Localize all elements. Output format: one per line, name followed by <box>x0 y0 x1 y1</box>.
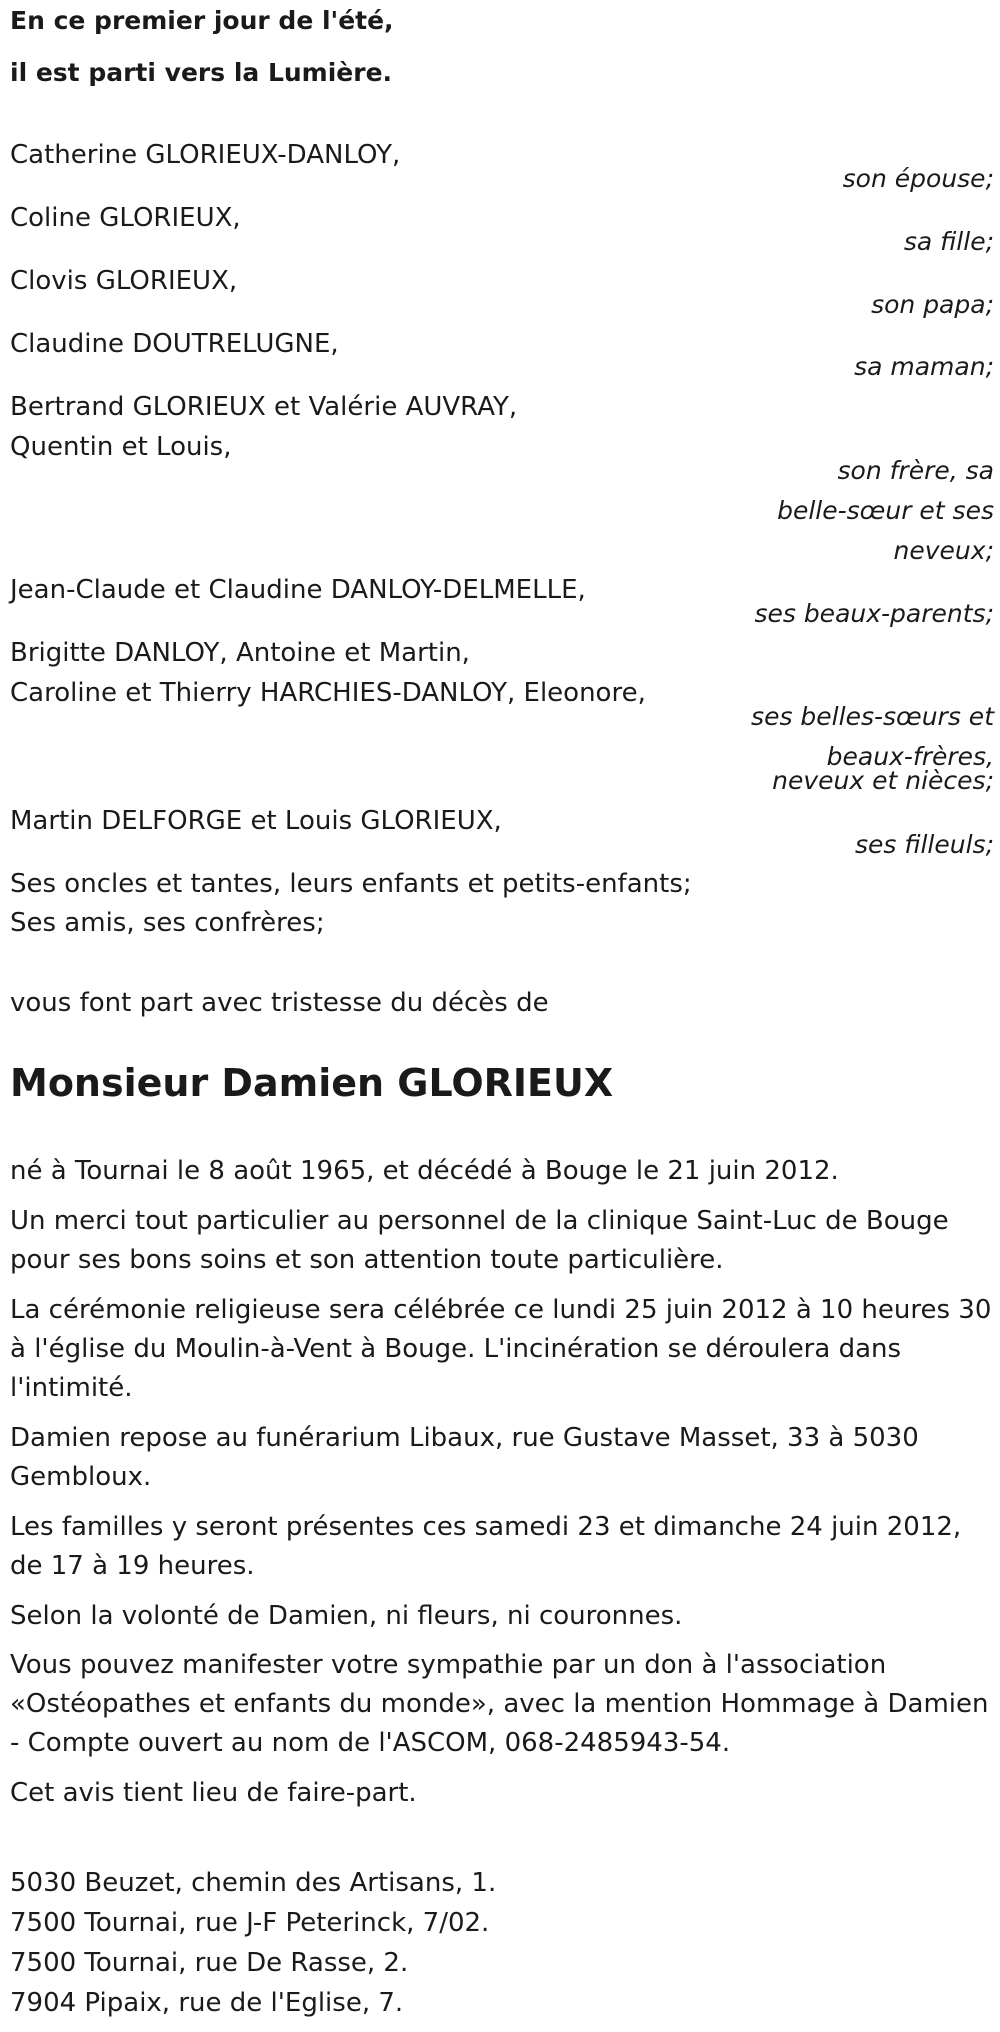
family-name: Claudine DOUTRELUGNE, <box>10 329 339 359</box>
deceased-name: Monsieur Damien GLORIEUX <box>10 1061 614 1105</box>
others-line: Ses amis, ses confrères; <box>10 908 325 938</box>
paragraph-no-flowers: Selon la volonté de Damien, ni fleurs, ni couronnes. <box>10 1601 683 1631</box>
paragraph-funerarium: Damien repose au funérarium Libaux, rue Gustave Masset, 33 à 5030 Gembloux. <box>10 1423 919 1492</box>
address-line: 7500 Tournai, rue J-F Peterinck, 7/02. <box>10 1908 490 1938</box>
paragraph-donation: Vous pouvez manifester votre sympathie par un don à l'association «Ostéopathes et enfants du monde», avec la mention Hommage à Damien - Compte ouvert au nom de l'ASCOM, 068-2485943-54. <box>10 1650 989 1758</box>
family-name: Clovis GLORIEUX, <box>10 266 238 296</box>
paragraph-notice: Cet avis tient lieu de faire-part. <box>10 1778 417 1808</box>
family-relation: son épouse; <box>842 164 994 193</box>
family-relation: ses beaux-parents; <box>754 599 994 628</box>
family-name: Caroline et Thierry HARCHIES-DANLOY, Eleonore, <box>10 678 646 708</box>
family-name: Brigitte DANLOY, Antoine et Martin, <box>10 638 470 668</box>
family-relation: sa fille; <box>903 227 994 256</box>
paragraph-thanks: Un merci tout particulier au personnel de la clinique Saint-Luc de Bouge pour ses bons soins et son attention toute particulière. <box>10 1206 949 1275</box>
family-relation: son papa; <box>871 290 994 319</box>
family-name: Bertrand GLORIEUX et Valérie AUVRAY, <box>10 392 518 422</box>
paragraph-visiting-hours: Les familles y seront présentes ces samedi 23 et dimanche 24 juin 2012, de 17 à 19 heures. <box>10 1512 962 1581</box>
family-name: Catherine GLORIEUX-DANLOY, <box>10 140 401 170</box>
family-relation: ses filleuls; <box>854 830 994 859</box>
intro-line-1: En ce premier jour de l'été, <box>10 6 394 35</box>
paragraph-birth-death: né à Tournai le 8 août 1965, et décédé à Bouge le 21 juin 2012. <box>10 1156 839 1186</box>
address-line: 5030 Beuzet, chemin des Artisans, 1. <box>10 1868 497 1898</box>
family-name: Quentin et Louis, <box>10 432 232 462</box>
intro-line-2: il est parti vers la Lumière. <box>10 58 393 87</box>
others-line: Ses oncles et tantes, leurs enfants et petits-enfants; <box>10 869 692 899</box>
family-relation: belle-sœur et ses <box>777 496 994 525</box>
family-relation: sa maman; <box>854 352 994 381</box>
family-relation: ses belles-sœurs et <box>751 702 994 731</box>
address-line: 7904 Pipaix, rue de l'Eglise, 7. <box>10 1988 404 2018</box>
family-relation: neveux; <box>893 536 994 565</box>
family-relation: neveux et nièces; <box>772 766 994 795</box>
family-name: Martin DELFORGE et Louis GLORIEUX, <box>10 806 502 836</box>
address-line: 7500 Tournai, rue De Rasse, 2. <box>10 1948 409 1978</box>
announce-text: vous font part avec tristesse du décès de <box>10 988 549 1018</box>
family-name: Jean-Claude et Claudine DANLOY-DELMELLE, <box>10 575 586 605</box>
family-relation: beaux-frères, <box>826 742 994 771</box>
paragraph-ceremony: La cérémonie religieuse sera célébrée ce lundi 25 juin 2012 à 10 heures 30 à l'église du Moulin-à-Vent à Bouge. L'incinération se déroulera dans l'intimité. <box>10 1295 992 1403</box>
family-relation: son frère, sa <box>837 456 994 485</box>
family-name: Coline GLORIEUX, <box>10 203 241 233</box>
